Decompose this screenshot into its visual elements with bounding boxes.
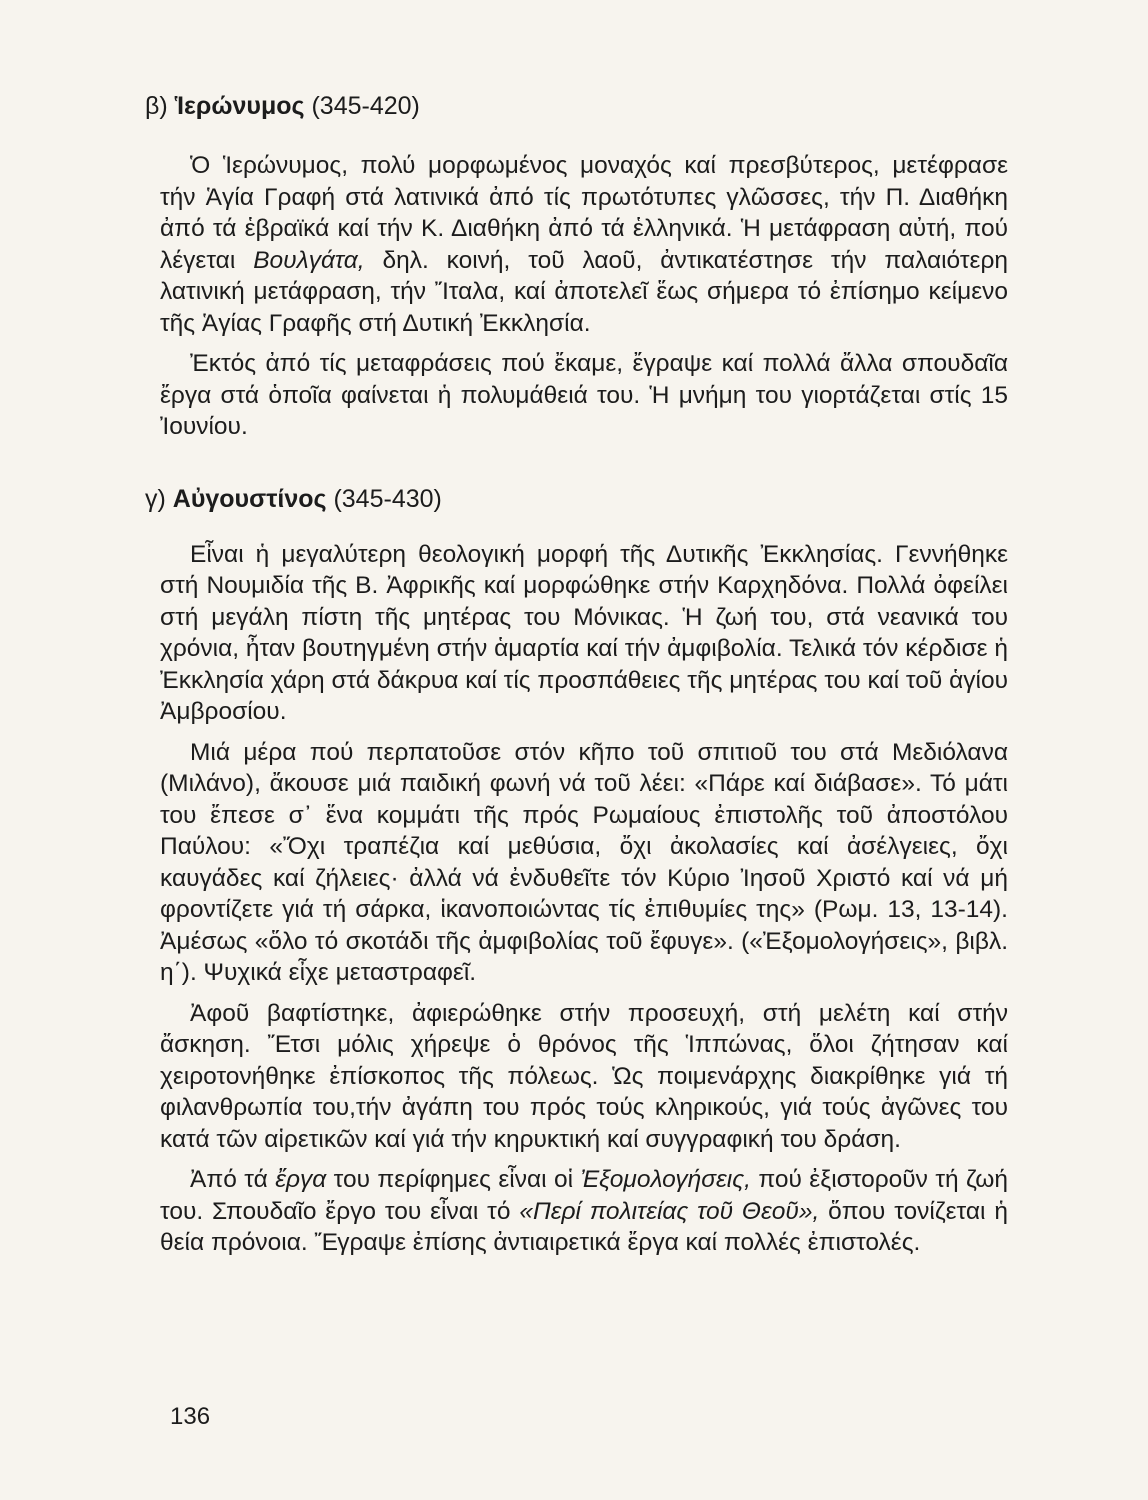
page-number: 136 — [170, 1403, 211, 1430]
paragraph-text: Ἀπό τά — [190, 1166, 268, 1193]
paragraph-augustine-1: Εἶναι ἡ μεγαλύτερη θεολογική μορφή τῆς Δυτικῆς Ἐκκλησίας. Γεννήθηκε στή Νουμιδία τῆς Β. Ἀφρικῆς καί μορφώθηκε στήν Καρχηδόνα. Πολλά ὀφείλει στή μεγάλη πίστη τῆς μητέρας του Μόνικας. Ἡ ζωή του, στά νεανικά του χρόνια, ἦταν βουτηγμένη στήν ἁμαρτία καί τήν ἀμφιβολία. Τελικά τόν κέρδισε ἡ Ἐκκλησία χάρη στά δάκρυα καί τίς προσπάθειες τῆς μητέρας του καί τοῦ ἁγίου Ἀμβροσίου. — [160, 540, 1008, 725]
section-marker: γ) — [145, 484, 166, 513]
paragraph-augustine-2: Μιά μέρα πού περπατοῦσε στόν κῆπο τοῦ σπιτιοῦ του στά Μεδιόλανα (Μιλάνο), ἄκουσε μιά παιδική φωνή νά τοῦ λέει: «Πάρε καί διάβασε». Τό μάτι του ἔπεσε σ᾽ ἕνα κομμάτι τῆς πρός Ρωμαίους ἐπιστολῆς τοῦ ἀποστόλου Παύλου: «Ὄχι τραπέζια καί μεθύσια, ὄχι ἀκολασίες καί ἀσέλγειες, ὄχι καυγάδες καί ζήλειες· ἀλλά νά ἐνδυθεῖτε τόν Κύριο Ἰησοῦ Χριστό καί νά μή φροντίζετε γιά τή σάρκα, ἱκανοποιώντας τίς ἐπιθυμίες της» (Ρωμ. 13, 13-14). Ἀμέσως «ὅλο τό σκοτάδι τῆς ἀμφιβολίας τοῦ ἔφυγε». («Ἐξομολογήσεις», βιβλ. η΄). Ψυχικά εἶχε μεταστραφεῖ. — [160, 738, 1008, 986]
section-name: Αὐγουστίνος — [172, 484, 327, 513]
paragraph-augustine-3: Ἀφοῦ βαφτίστηκε, ἀφιερώθηκε στήν προσευχή, στή μελέτη καί στήν ἄσκηση. Ἔτσι μόλις χήρεψε ὁ θρόνος τῆς Ἱππώνας, ὅλοι ζήτησαν καί χειροτονήθηκε ἐπίσκοπος τῆς πόλεως. Ὡς ποιμενάρχης διακρίθηκε γιά τή φιλανθρωπία του,τήν ἀγάπη του πρός τούς κληρικούς, γιά τούς ἀγῶνες του κατά τῶν αἱρετικῶν καί γιά τήν κηρυκτική καί συγγραφική του δράση. — [160, 999, 1008, 1153]
italic-term: Βουλγάτα, — [253, 246, 365, 274]
section-heading-augustine — [145, 481, 1008, 517]
paragraph-text: δηλ. κοινή, τοῦ λαοῦ, ἀντικατέστησε τήν παλαιότερη λατινική μετάφραση, τήν Ἴταλα, καί ἀποτελεῖ ἕως σήμερα τό ἐπίσημο κείμενο τῆς Ἁγίας Γραφῆς στή Δυτική Ἐκκλησία. — [160, 246, 1009, 337]
paragraph-text: του περίφημες εἶναι οἱ — [333, 1166, 574, 1193]
paragraph-text: Ὁ Ἱερώνυμος, πολύ μορφωμένος μοναχός καί πρεσβύτερος, μετέφρασε τήν Ἁγία Γραφή στά λατινικά ἀπό τίς πρωτότυπες γλῶσσες, τήν Π. Διαθήκη ἀπό τά ἑβραϊκά καί τήν Κ. Διαθήκη ἀπό τά ἑλληνικά. Ἡ μετάφραση αὐτή, πού λέγεται — [160, 152, 1008, 274]
section-heading-jerome — [145, 88, 1008, 124]
paragraph-augustine-4 — [160, 1164, 1008, 1259]
section-name: Ἱερώνυμος — [174, 92, 305, 120]
section-dates: (345-420) — [311, 92, 420, 120]
italic-term: «Περί πολιτείας τοῦ Θεοῦ», — [519, 1197, 820, 1225]
paragraph-jerome-1 — [160, 150, 1008, 339]
italic-term: ἔργα — [275, 1166, 327, 1193]
section-marker: β) — [145, 92, 168, 120]
paragraph-text: ὅπου τονίζεται ἡ θεία πρόνοια. Ἔγραψε ἐπίσης ἀντιαιρετικά ἔργα καί πολλές ἐπιστολές. — [160, 1197, 1008, 1256]
italic-term: Ἐξομολογήσεις, — [580, 1166, 751, 1193]
section-dates: (345-430) — [333, 484, 442, 513]
paragraph-jerome-2: Ἐκτός ἀπό τίς μεταφράσεις πού ἔκαμε, ἔγραψε καί πολλά ἄλλα σπουδαῖα ἔργα στά ὁποῖα φαίνεται ἡ πολυμάθειά του. Ἡ μνήμη του γιορτάζεται στίς 15 Ἰουνίου. — [160, 350, 1008, 440]
paragraph-text: πού ἐξιστοροῦν τή ζωή του. Σπουδαῖο ἔργο του εἶναι τό — [160, 1166, 1008, 1225]
